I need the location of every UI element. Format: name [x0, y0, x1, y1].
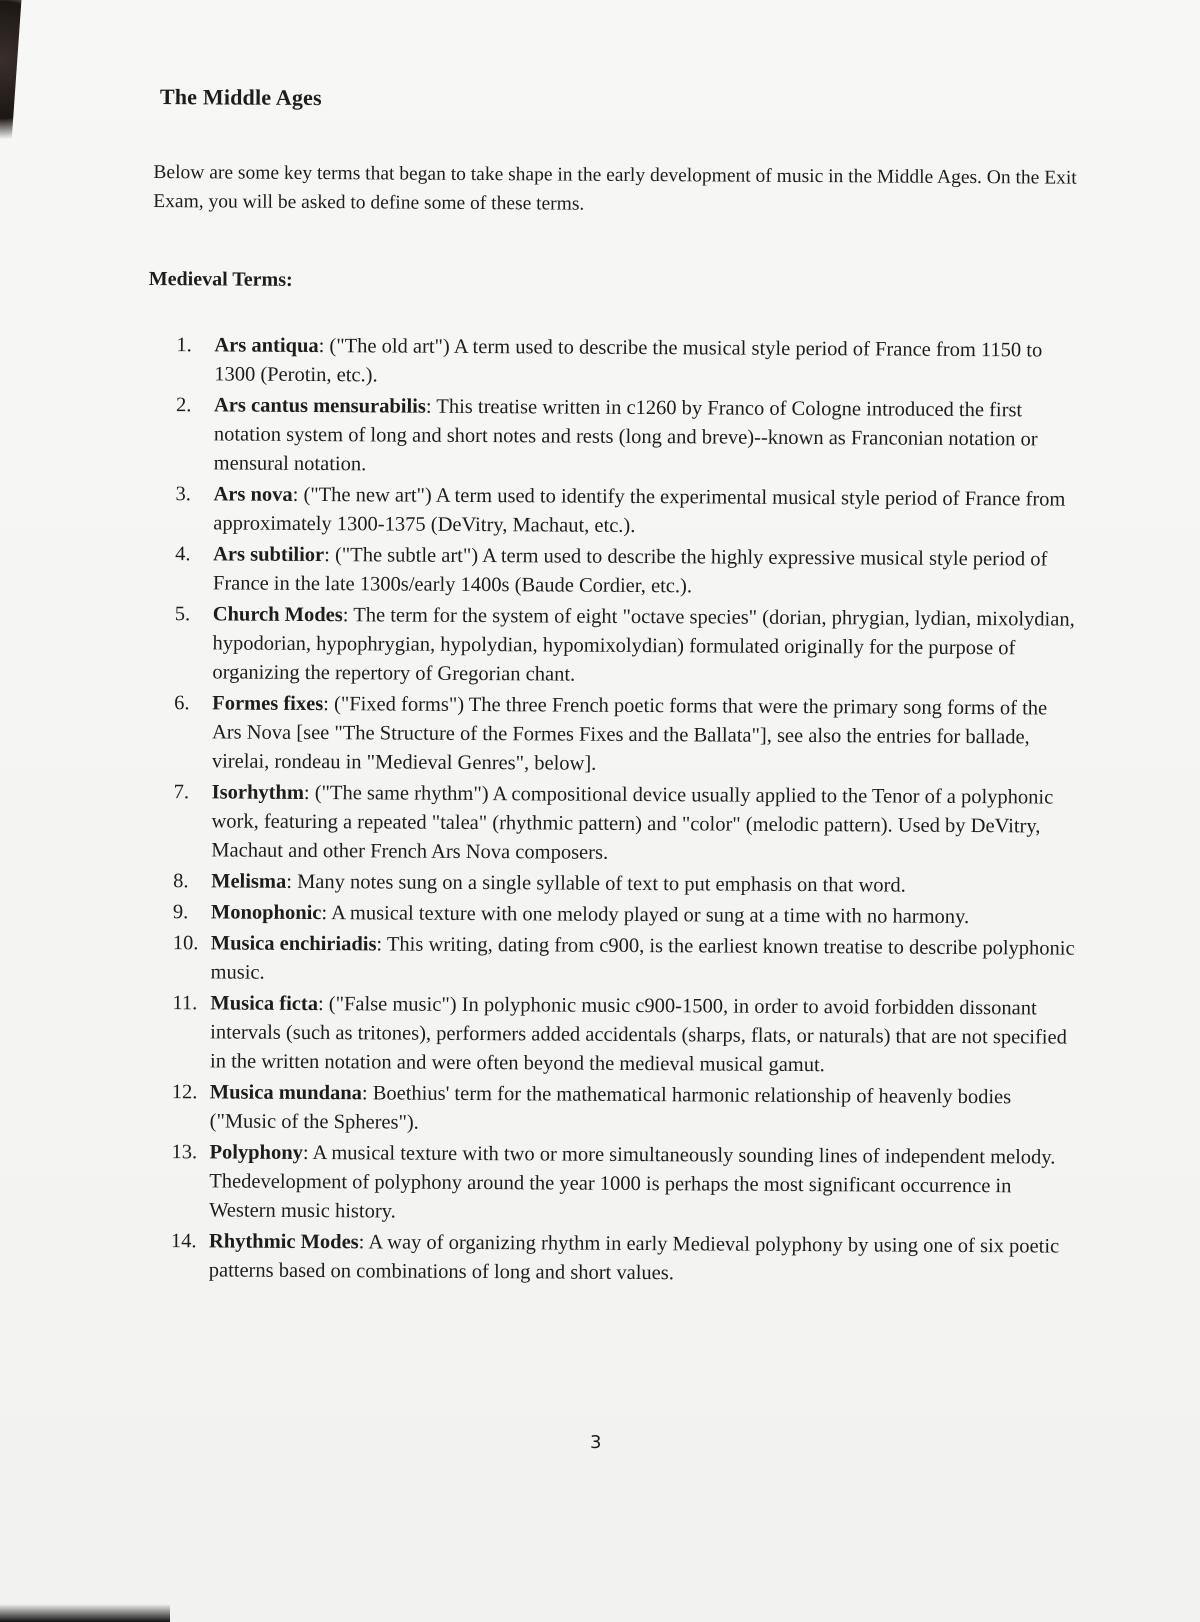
list-item: [148, 331, 1078, 395]
item-number: 1.: [176, 334, 192, 357]
term-name: Ars nova: [213, 483, 293, 506]
term-name: Musica enchiriadis: [210, 932, 377, 956]
page-edge-shadow: [0, 0, 22, 166]
term-definition: : A musical texture with one melody played or sung at a time with no harmony.: [321, 902, 970, 929]
term-name: Musica mundana: [209, 1081, 362, 1105]
term-name: Ars subtilior: [213, 543, 325, 567]
list-item: [145, 898, 1075, 933]
page-edge-shadow-bottom: [0, 1604, 170, 1622]
term-name: Rhythmic Modes: [208, 1230, 359, 1254]
item-number: 10.: [172, 932, 199, 955]
item-number: 11.: [172, 992, 198, 1015]
item-number: 3.: [175, 483, 191, 506]
intro-paragraph: Below are some key terms that began to take shape in the early development of music in the Middle Ages. On the Exit Exam, you will be asked to define some of these terms.: [153, 162, 1077, 215]
term-name: Musica ficta: [210, 992, 319, 1016]
term-name: Melisma: [211, 870, 287, 893]
term-definition: : The term for the system of eight "octave species" (dorian, phrygian, lydian, mixolydian, hypodorian, hypophrygian, hypolydian, hypomixolydian) formulated originally for the purpose of organizing the repertory of Gregorian chant.: [212, 604, 1075, 686]
page-title: The Middle Ages: [159, 84, 322, 111]
term-definition: : ("Fixed forms") The three French poetic forms that were the primary song forms of the Ars Nova [see "The Structure of the Formes Fixes and the Ballata"], see also the entries for ballade, virelai, rondeau in "Medieval Genres", below].: [211, 693, 1048, 775]
item-number: 5.: [174, 603, 191, 626]
term-definition: : A musical texture with two or more simultaneously sounding lines of independent melody. Thedevelopment of polyphony around the year 1000 is perhaps the most significant occurrence in Western music history.: [209, 1141, 1056, 1223]
term-name: Isorhythm: [211, 781, 305, 804]
list-item: [143, 1138, 1074, 1231]
item-number: 7.: [173, 781, 190, 804]
list-item: [143, 1227, 1073, 1291]
item-number: 9.: [172, 901, 189, 924]
term-definition: : Boethius' term for the mathematical harmonic relationship of heavenly bodies ("Music of the Spheres").: [209, 1082, 1012, 1134]
term-name: Ars antiqua: [214, 334, 319, 358]
list-item: [146, 689, 1077, 782]
page-number: 3: [590, 1432, 602, 1453]
term-definition: : This writing, dating from c900, is the earliest known treatise to describe polyphonic music.: [210, 933, 1075, 984]
list-item: [146, 600, 1077, 693]
list-item: [147, 480, 1077, 544]
list-item: [145, 867, 1075, 902]
document-content: [143, 84, 1080, 1293]
term-name: Polyphony: [209, 1141, 303, 1164]
item-number: 2.: [175, 394, 192, 417]
term-name: Monophonic: [210, 901, 322, 925]
term-definition: : A way of organizing rhythm in early Medieval polyphony by using one of six poetic patterns based on combinations of long and short values.: [208, 1231, 1060, 1285]
term-definition: : This treatise written in c1260 by Franco of Cologne introduced the first notation system of long and short notes and rests (long and breve)--known as Franconian notation or mensural notation.: [213, 395, 1038, 476]
term-definition: : ("The subtle art") A term used to describe the highly expressive musical style period of France in the late 1300s/early 1400s (Baude Cordier, etc.).: [212, 544, 1048, 598]
term-definition: : ("The same rhythm") A compositional device usually applied to the Tenor of a polyphonic work, featuring a repeated "talea" (rhythmic pattern) and "color" (melodic pattern). Used by DeVitry, Machaut and other French Ars Nova composers.: [211, 781, 1054, 864]
term-definition: : ("The new art") A term used to identify the experimental musical style period of France from approximately 1300-1375 (DeVitry, Machaut, etc.).: [213, 483, 1066, 537]
item-number: 6.: [174, 692, 190, 715]
item-number: 4.: [175, 543, 191, 566]
term-definition: : Many notes sung on a single syllable of text to put emphasis on that word.: [286, 870, 906, 897]
list-item: [144, 989, 1075, 1082]
term-name: Church Modes: [212, 603, 343, 627]
section-heading: Medieval Terms:: [148, 267, 293, 291]
terms-list: [143, 331, 1079, 1291]
item-number: 12.: [171, 1081, 198, 1104]
term-definition: : ("The old art") A term used to describe the musical style period of France from 1150 to 1300 (Perotin, etc.).: [214, 335, 1043, 387]
list-item: [145, 778, 1076, 871]
list-item: [144, 1078, 1074, 1142]
item-number: 14.: [170, 1230, 197, 1253]
term-name: Formes fixes: [212, 692, 324, 716]
list-item: [147, 540, 1077, 604]
list-item: [148, 391, 1079, 484]
item-number: 8.: [173, 870, 189, 893]
term-name: Ars cantus mensurabilis: [213, 394, 426, 418]
term-definition: : ("False music") In polyphonic music c900-1500, in order to avoid forbidden dissonant intervals (such as tritones), performers added accidentals (sharps, flats, or naturals) that are not specified in the written notation and were often beyond the medieval musical gamut.: [209, 993, 1067, 1077]
item-number: 13.: [171, 1141, 198, 1164]
list-item: [144, 929, 1074, 993]
